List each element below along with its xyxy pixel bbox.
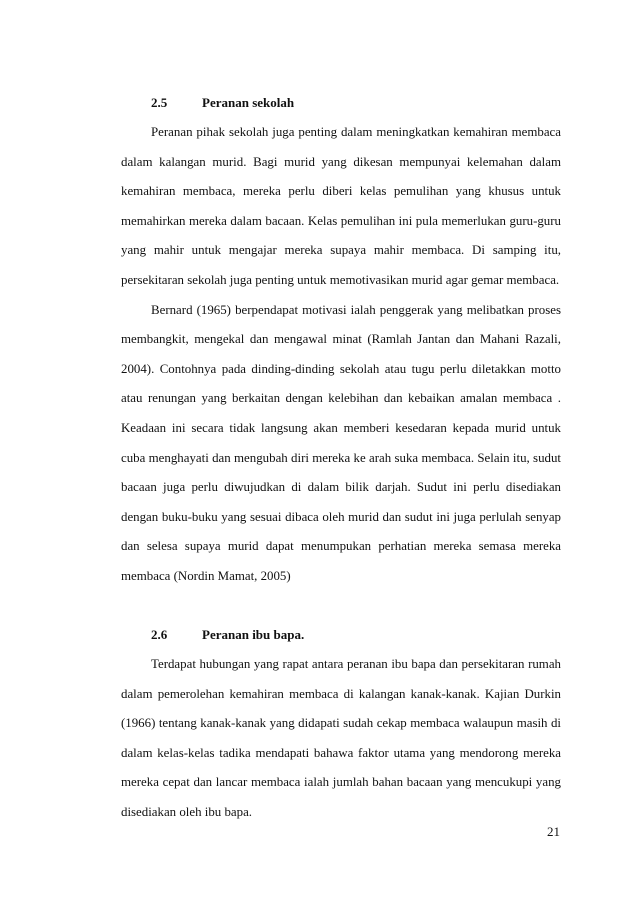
paragraph: Bernard (1965) berpendapat motivasi ialah penggerak yang melibatkan proses membangkit, mengekal dan mengawal minat (Ramlah Jantan dan Mahani Razali, 2004). Contohnya pada dinding-dinding sekolah atau tugu perlu diletakkan motto atau renungan yang berkaitan dengan kelebihan dan kebaikan amalan membaca . Keadaan ini secara tidak langsung akan memberi kesedaran kepada murid untuk cuba menghayati dan mengubah diri mereka ke arah suka membaca. Selain itu, sudut bacaan juga perlu diwujudkan di dalam bilik darjah. Sudut ini perlu disediakan dengan buku-buku yang sesuai dibaca oleh murid dan sudut ini juga perlulah senyap dan selesa supaya murid dapat menumpukan perhatian mereka semasa mereka membaca (Nordin Mamat, 2005)	[121, 302, 561, 583]
paragraph: Terdapat hubungan yang rapat antara peranan ibu bapa dan persekitaran rumah dalam pemerolehan kemahiran membaca di kalangan kanak-kanak. Kajian Durkin (1966) tentang kanak-kanak yang didapati sudah cekap membaca walaupun masih di dalam kelas-kelas tadika mendapati bahawa faktor utama yang mendorong mereka mereka cepat dan lancar membaca ialah jumlah bahan bacaan yang mencukupi yang disediakan oleh ibu bapa.	[121, 657, 561, 819]
page-number: 21	[547, 824, 560, 839]
paragraph: Peranan pihak sekolah juga penting dalam meningkatkan kemahiran membaca dalam kalangan murid. Bagi murid yang dikesan mempunyai kelemahan dalam kemahiran membaca, mereka perlu diberi kelas pemulihan yang khusus untuk memahirkan mereka dalam bacaan. Kelas pemulihan ini pula memerlukan guru-guru yang mahir untuk mengajar mereka supaya mahir membaca. Di samping itu, persekitaran sekolah juga penting untuk memotivasikan murid agar gemar membaca.	[121, 125, 561, 287]
section-title: Peranan ibu bapa.	[202, 627, 305, 642]
section-body-2-6	[121, 650, 561, 828]
section-number: 2.6	[151, 627, 168, 642]
section-title: Peranan sekolah	[202, 95, 295, 110]
section-number: 2.5	[151, 95, 168, 110]
section-heading-2-6	[151, 627, 304, 643]
section-body-2-5	[121, 118, 561, 592]
section-heading-2-5	[151, 95, 294, 111]
